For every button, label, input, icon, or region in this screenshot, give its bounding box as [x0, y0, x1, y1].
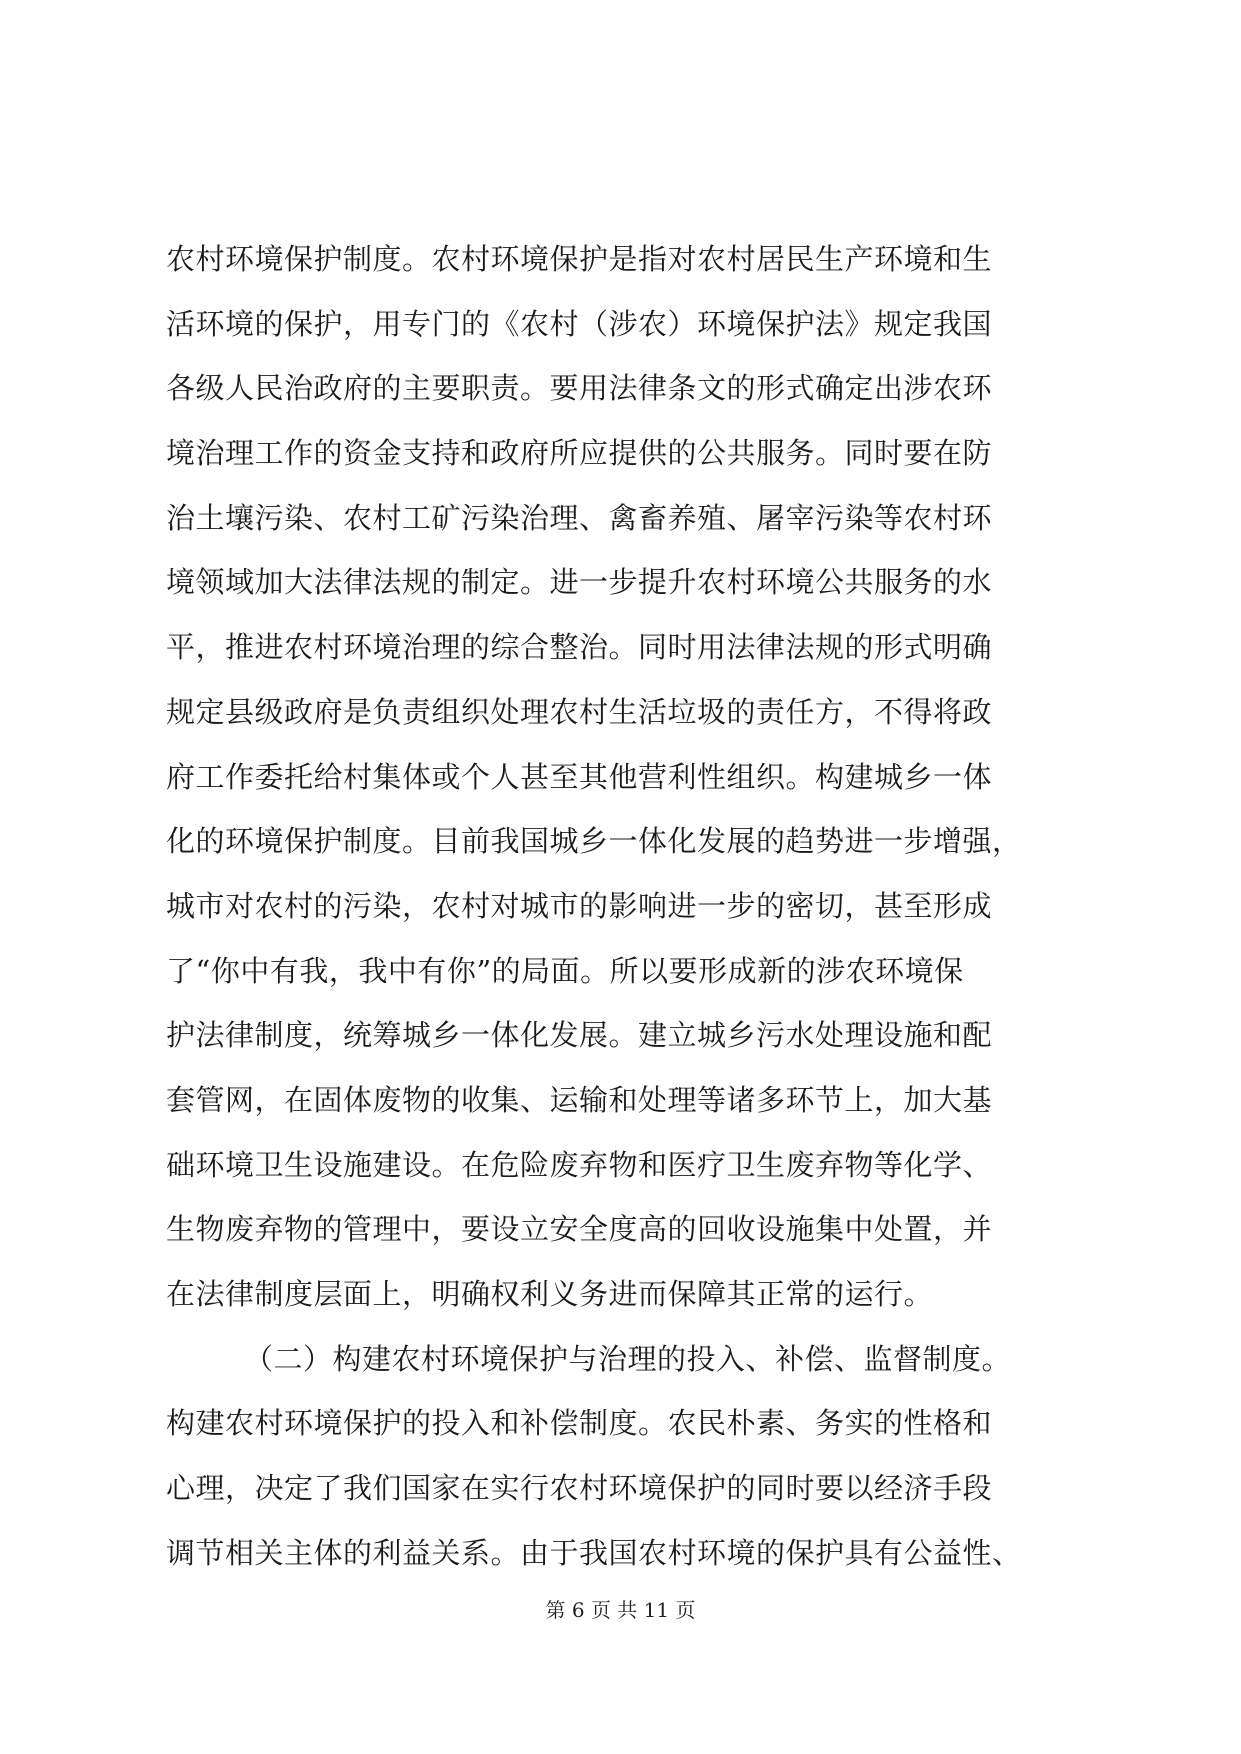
text-line: 规定县级政府是负责组织处理农村生活垃圾的责任方，不得将政 [166, 694, 993, 729]
text-line: 础环境卫生设施建设。在危险废弃物和医疗卫生废弃物等化学、 [166, 1147, 993, 1182]
text-line: 活环境的保护，用专门的《农村（涉农）环境保护法》规定我国 [166, 306, 993, 341]
text-line: 府工作委托给村集体或个人甚至其他营利性组织。构建城乡一体 [166, 759, 993, 794]
text-line: 城市对农村的污染，农村对城市的影响进一步的密切，甚至形成 [166, 888, 993, 923]
text-line: 调节相关主体的利益关系。由于我国农村环境的保护具有公益性、 [166, 1535, 1022, 1570]
text-line: 农村环境保护制度。农村环境保护是指对农村居民生产环境和生 [166, 242, 993, 276]
text-line: 化的环境保护制度。目前我国城乡一体化发展的趋势进一步增强， [166, 824, 1022, 859]
text-line: 生物废弃物的管理中，要设立安全度高的回收设施集中处置，并 [166, 1212, 993, 1247]
text-line: 在法律制度层面上，明确权利义务进而保障其正常的运行。 [166, 1277, 934, 1311]
text-line: 构建农村环境保护的投入和补偿制度。农民朴素、务实的性格和 [166, 1406, 993, 1441]
text-line: 护法律制度，统筹城乡一体化发展。建立城乡污水处理设施和配 [166, 1018, 993, 1053]
section-heading: （二）构建农村环境保护与治理的投入、补偿、监督制度。 [244, 1341, 1012, 1376]
page-footer: 第 6 页 共 11 页 [545, 1598, 696, 1622]
text-line: 境治理工作的资金支持和政府所应提供的公共服务。同时要在防 [166, 436, 993, 471]
text-line: 平，推进农村环境治理的综合整治。同时用法律法规的形式明确 [166, 630, 993, 665]
text-line: 套管网，在固体废物的收集、运输和处理等诸多环节上，加大基 [166, 1082, 993, 1117]
text-line: 境领域加大法律法规的制定。进一步提升农村环境公共服务的水 [166, 565, 993, 600]
text-line: 了“你中有我，我中有你”的局面。所以要形成新的涉农环境保 [166, 953, 964, 988]
body-text [166, 227, 1096, 1585]
text-line: 各级人民治政府的主要职责。要用法律条文的形式确定出涉农环 [166, 371, 993, 406]
text-line: 治土壤污染、农村工矿污染治理、禽畜养殖、屠宰污染等农村环 [166, 500, 993, 535]
text-line: 心理，决定了我们国家在实行农村环境保护的同时要以经济手段 [166, 1471, 993, 1506]
